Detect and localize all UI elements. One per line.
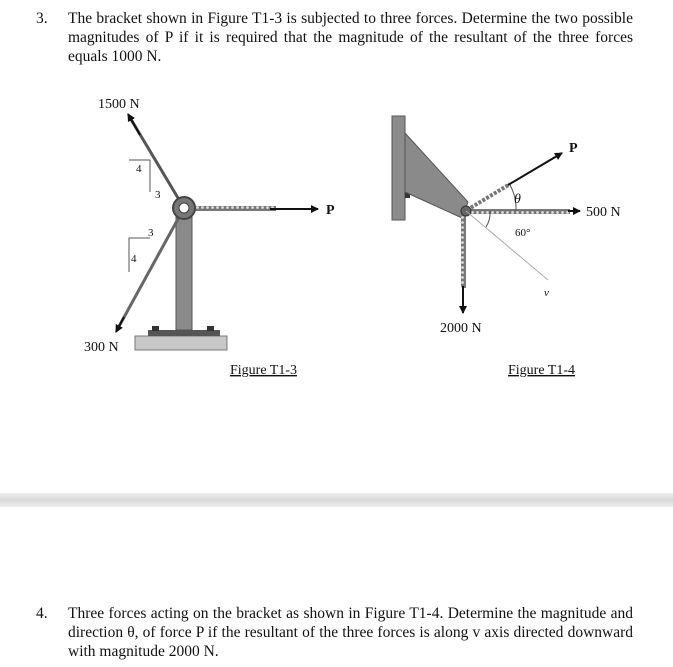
v-axis [466, 211, 548, 280]
figure-t1-4 [392, 116, 621, 378]
joint-pin [179, 203, 189, 213]
arrow-300n [116, 317, 124, 332]
base-plate [135, 336, 227, 350]
figure-t1-3 [84, 97, 335, 378]
chain-500n [470, 209, 570, 214]
problem-4-number: 4. [36, 605, 48, 622]
problem-3-number: 3. [36, 10, 48, 27]
label-1500n: 1500 N [98, 97, 140, 112]
cable-right [192, 206, 276, 211]
chain-p [467, 184, 510, 210]
bracket-post [176, 212, 192, 330]
wall-plate [392, 116, 405, 220]
slope-lower-rise: 4 [131, 253, 137, 265]
label-p-t1-4: P [569, 141, 578, 156]
slope-upper-run: 3 [155, 189, 161, 201]
chain-2000n [461, 214, 466, 288]
section-divider [0, 493, 673, 507]
arrow-1500n [128, 114, 140, 135]
label-2000n: 2000 N [440, 321, 482, 336]
label-500n: 500 N [586, 205, 621, 220]
slope-lower-run: 3 [148, 227, 154, 239]
label-60-deg: 60° [515, 227, 531, 239]
caption-figure-t1-3: Figure T1-3 [230, 363, 298, 378]
bolt-right [207, 326, 214, 331]
caption-figure-t1-4: Figure T1-4 [508, 363, 576, 378]
label-p-t1-3: P [326, 203, 335, 218]
problem-3-text: The bracket shown in Figure T1-3 is subjected to three forces. Determine the two possible magnitudes of P if it is required that the magnitude of the resultant of the three forces equals 1000 N. [68, 10, 633, 65]
label-v-axis: v [544, 287, 549, 299]
label-theta: θ [514, 192, 521, 207]
arrow-p-t1-4 [508, 153, 562, 185]
slope-upper-rise: 4 [136, 163, 142, 175]
label-300n: 300 N [84, 340, 119, 355]
bracket-arm [405, 133, 468, 218]
problem-4-text: Three forces acting on the bracket as shown in Figure T1-4. Determine the magnitude and direction θ, of force P if the resultant of the three forces is along v axis directed downward with magnitude 2000 N. [68, 605, 633, 660]
bolt-left [152, 326, 159, 331]
